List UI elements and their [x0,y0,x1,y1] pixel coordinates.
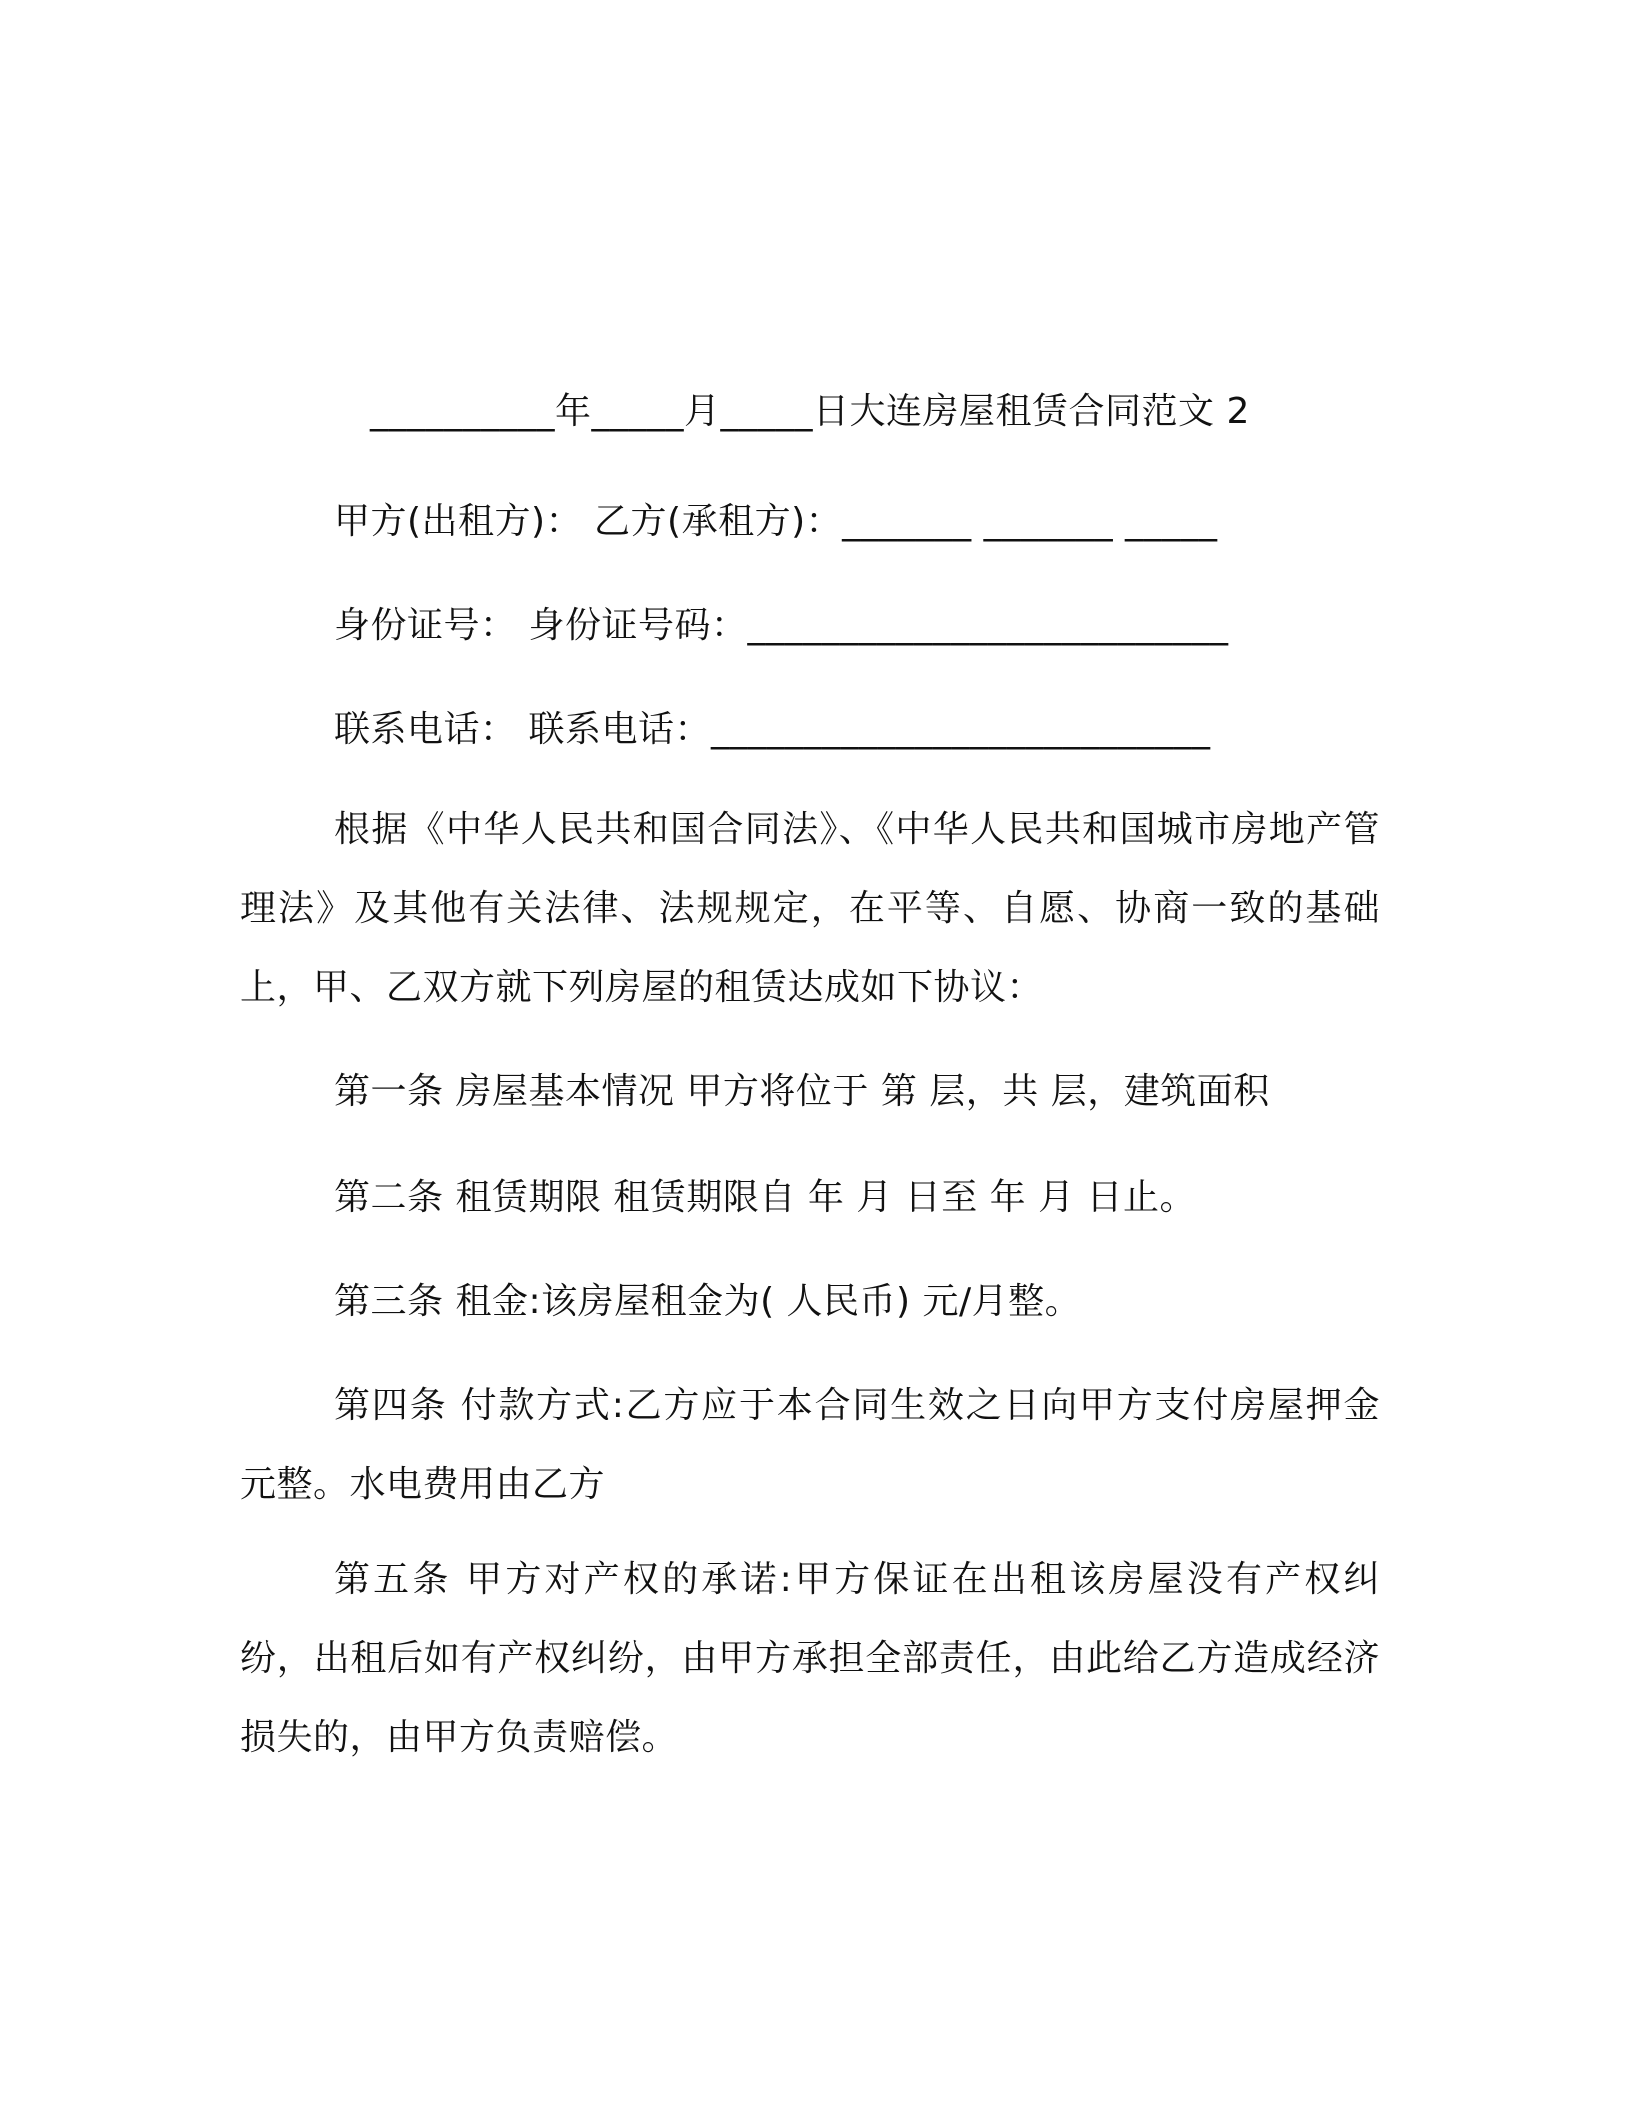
article-2: 第二条 租赁期限 租赁期限自 年 月 日至 年 月 日止。 [334,1177,1197,1218]
document-title: __________年_____月_____日大连房屋租赁合同范文 2 [370,391,1250,432]
id-number-line: 身份证号： 身份证号码：__________________________ [334,605,1229,646]
phone-line: 联系电话： 联系电话：___________________________ [334,709,1211,750]
article-3: 第三条 租金:该房屋租金为( 人民币) 元/月整。 [334,1281,1082,1322]
article-5: 第五条 甲方对产权的承诺:甲方保证在出租该房屋没有产权纠纷，出租后如有产权纠纷，由甲方承担全部责任，由此给乙方造成经济损失的，由甲方负责赔偿。 [240,1559,1380,1758]
article-4: 第四条 付款方式:乙方应于本合同生效之日向甲方支付房屋押金 元整。水电费用由乙方 [240,1385,1380,1505]
intro-paragraph: 根据《中华人民共和国合同法》、《中华人民共和国城市房地产管理法》及其他有关法律、法规规定，在平等、自愿、协商一致的基础上，甲、乙双方就下列房屋的租赁达成如下协议： [240,809,1380,1008]
article-1: 第一条 房屋基本情况 甲方将位于 第 层，共 层，建筑面积 [334,1071,1270,1112]
party-line: 甲方(出租方)： 乙方(承租方)：_______ _______ _____ [334,501,1218,542]
